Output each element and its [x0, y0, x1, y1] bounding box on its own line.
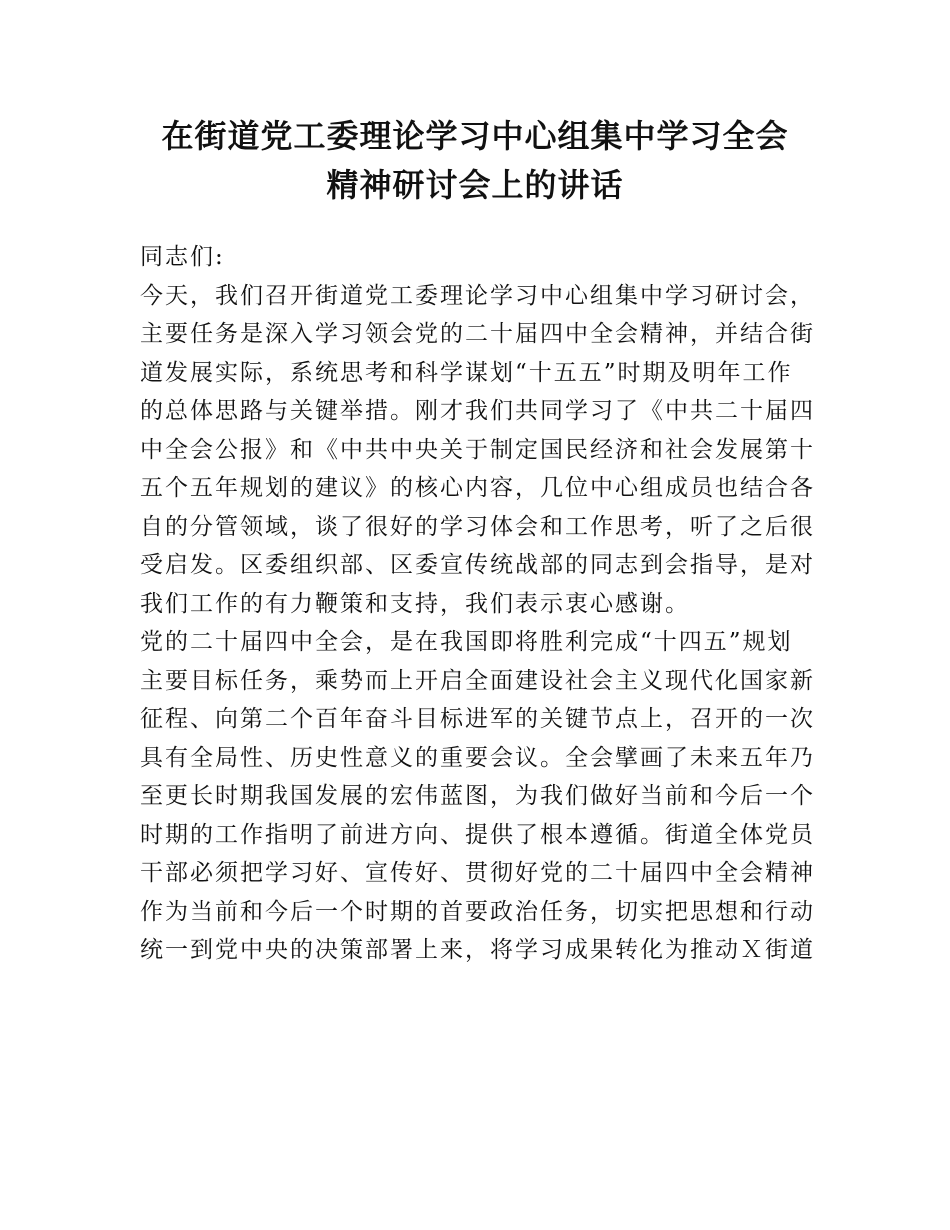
body-line: 作为当前和今后一个时期的首要政治任务，切实把思想和行动: [140, 898, 815, 925]
salutation: 同志们:: [140, 244, 225, 270]
body-line: 我们工作的有力鞭策和支持，我们表示衷心感谢。: [140, 590, 690, 617]
body-line: 今天，我们召开街道党工委理论学习中心组集中学习研讨会，: [140, 282, 815, 309]
body-line: 自的分管领域，谈了很好的学习体会和工作思考，听了之后很: [140, 513, 815, 540]
document-title: [140, 112, 810, 210]
body-line: 道发展实际，系统思考和科学谋划“十五五”时期及明年工作: [140, 359, 793, 386]
body-line: 干部必须把学习好、宣传好、贯彻好党的二十届四中全会精神: [140, 860, 815, 886]
body-line: 时期的工作指明了前进方向、提供了根本遵循。街道全体党员: [140, 821, 815, 848]
body-line: 党的二十届四中全会，是在我国即将胜利完成“十四五”规划: [140, 629, 793, 655]
body-line: 主要任务是深入学习领会党的二十届四中全会精神，并结合街: [140, 321, 815, 347]
body-line: 征程、向第二个百年奋斗目标进军的关键节点上，召开的一次: [140, 706, 815, 732]
title-line: 精神研讨会上的讲话: [326, 166, 624, 204]
body-line: 五个五年规划的建议》的核心内容，几位中心组成员也结合各: [140, 475, 815, 501]
body-line: 具有全局性、历史性意义的重要会议。全会擘画了未来五年乃: [140, 744, 815, 771]
title-line: 在街道党工委理论学习中心组集中学习全会: [161, 117, 789, 155]
body-line: 主要目标任务，乘势而上开启全面建设社会主义现代化国家新: [140, 667, 815, 694]
body-line: 受启发。区委组织部、区委宣传统战部的同志到会指导，是对: [140, 552, 815, 578]
body-line: 的总体思路与关键举措。刚才我们共同学习了《中共二十届四: [140, 398, 815, 424]
body-line: 统一到党中央的决策部署上来，将学习成果转化为推动Ｘ街道: [140, 937, 815, 963]
body-line: 中全会公报》和《中共中央关于制定国民经济和社会发展第十: [140, 436, 815, 463]
document-body: [140, 238, 815, 970]
body-line: 至更长时期我国发展的宏伟蓝图，为我们做好当前和今后一个: [140, 783, 815, 809]
